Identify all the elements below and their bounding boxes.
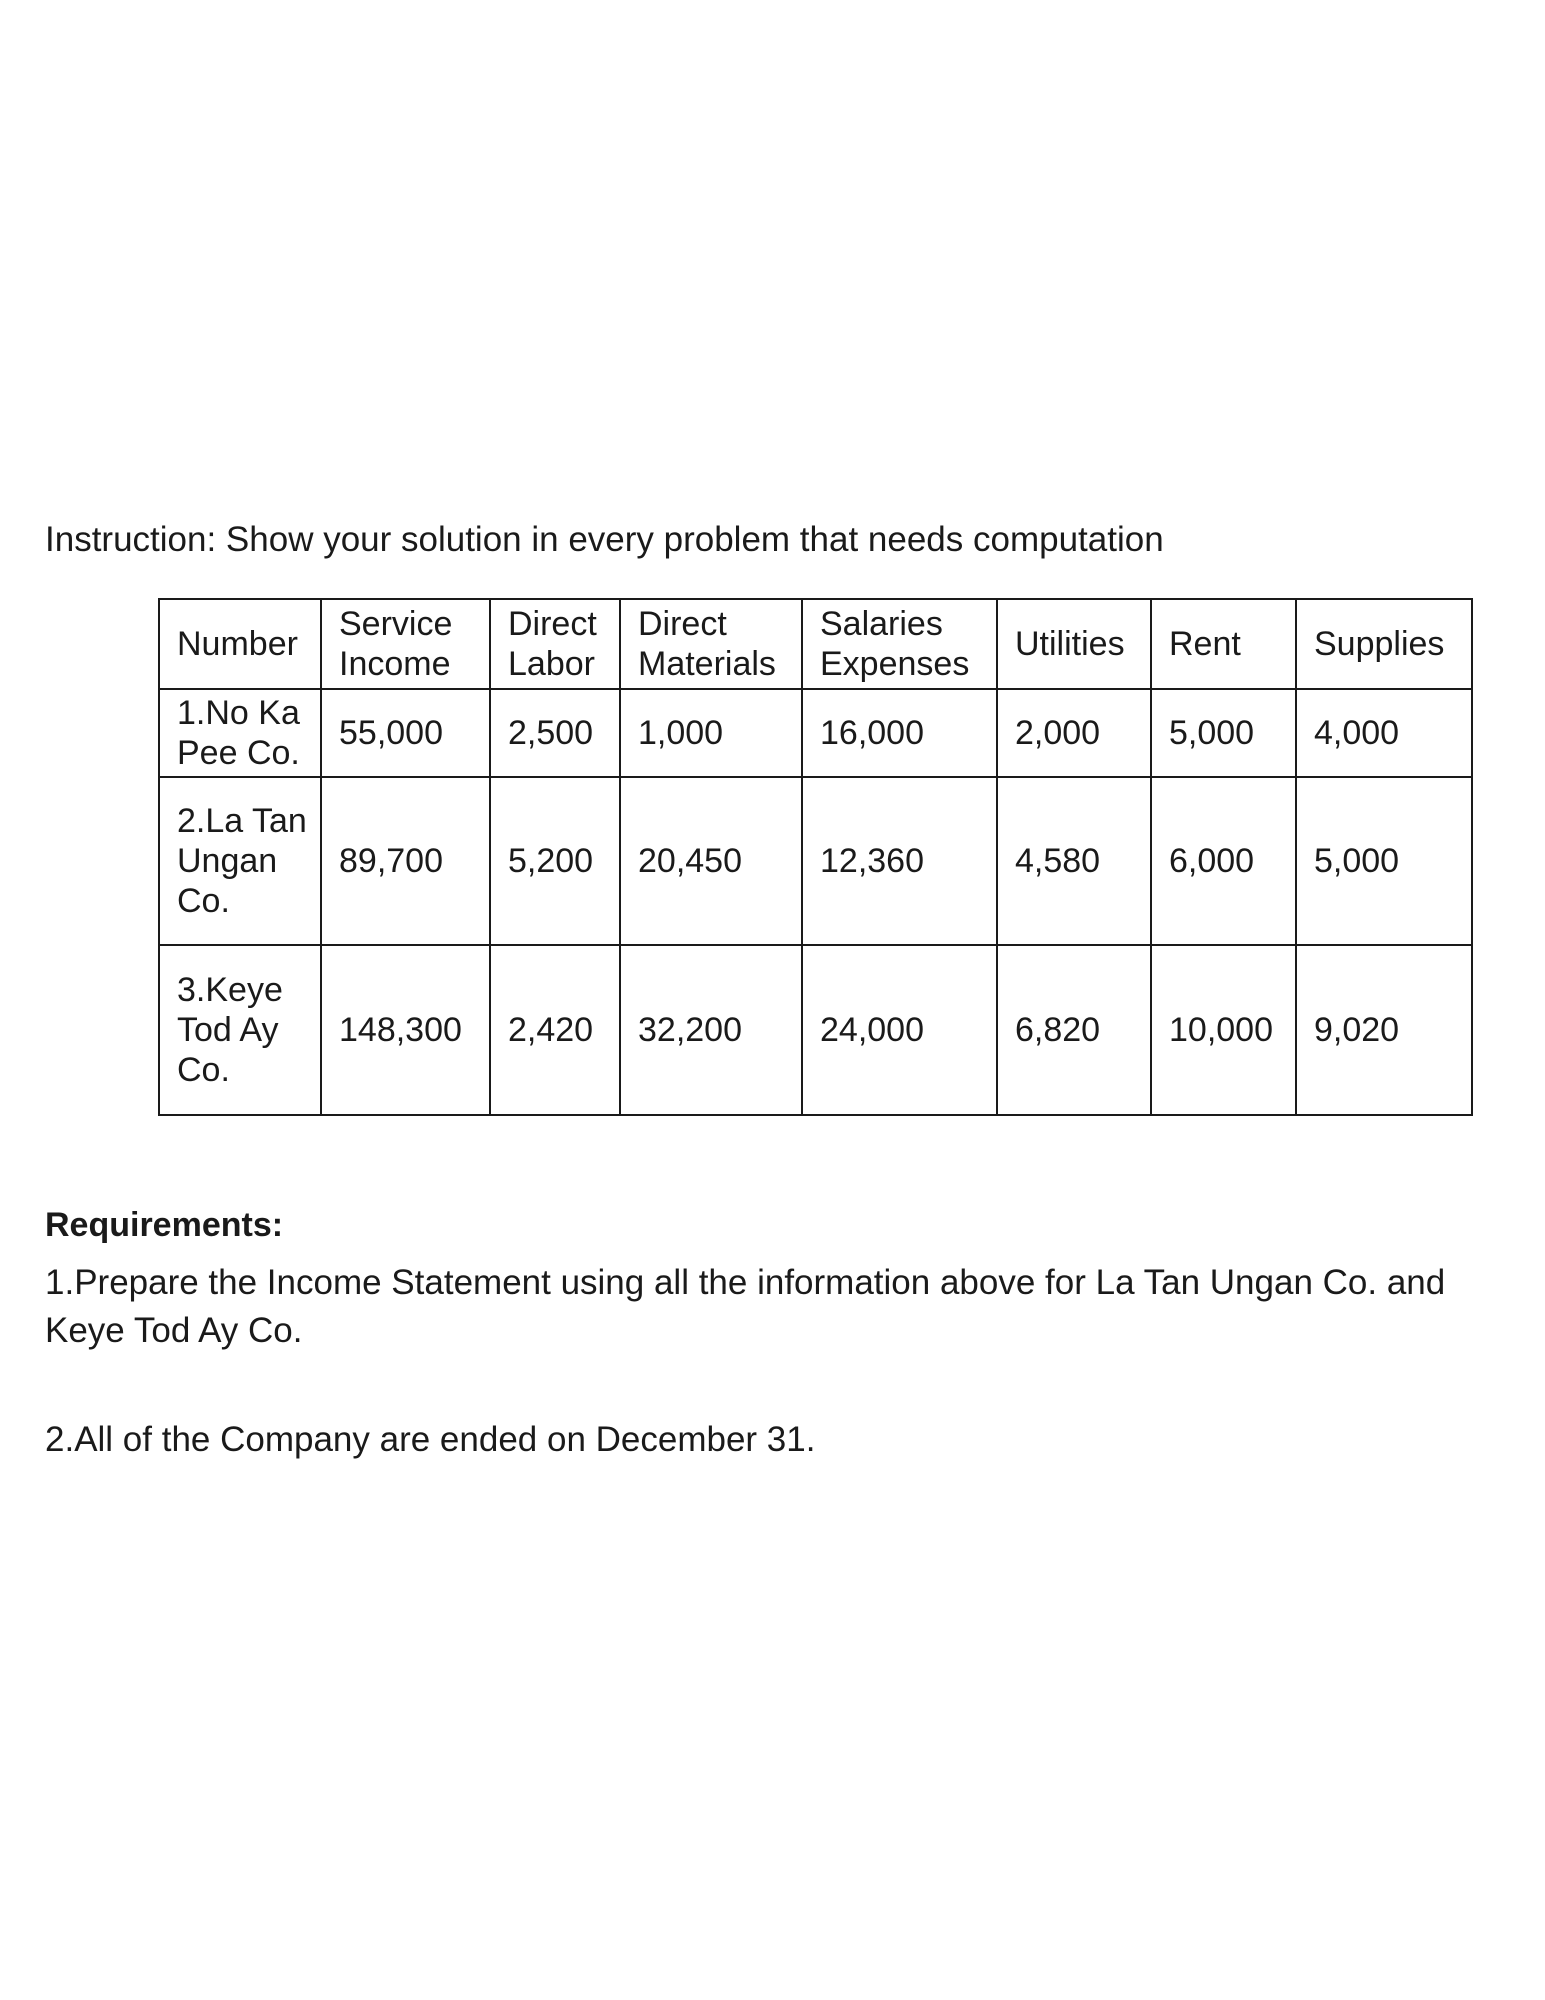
cell-direct-labor: 2,420	[490, 945, 620, 1115]
header-service-income: Service Income	[321, 599, 490, 689]
requirement-item-1: 1.Prepare the Income Statement using all the information above for La Tan Ungan Co. and Keye Tod Ay Co.	[45, 1263, 1446, 1350]
cell-direct-labor: 5,200	[490, 777, 620, 945]
cell-company-name: 2.La Tan Ungan Co.	[159, 777, 321, 945]
cell-salaries-expenses: 16,000	[802, 689, 997, 777]
requirements-heading: Requirements:	[45, 1206, 284, 1244]
header-supplies: Supplies	[1296, 599, 1472, 689]
cell-supplies: 4,000	[1296, 689, 1472, 777]
cell-service-income: 148,300	[321, 945, 490, 1115]
cell-service-income: 55,000	[321, 689, 490, 777]
cell-direct-materials: 20,450	[620, 777, 802, 945]
header-salaries-expenses: Salaries Expenses	[802, 599, 997, 689]
table-row	[159, 945, 1472, 1115]
cell-utilities: 2,000	[997, 689, 1151, 777]
cell-salaries-expenses: 24,000	[802, 945, 997, 1115]
cell-salaries-expenses: 12,360	[802, 777, 997, 945]
header-utilities: Utilities	[997, 599, 1151, 689]
cell-company-name: 3.Keye Tod Ay Co.	[159, 945, 321, 1115]
table-row	[159, 777, 1472, 945]
table-header-row	[159, 599, 1472, 689]
cell-company-name: 1.No Ka Pee Co.	[159, 689, 321, 777]
cell-supplies: 9,020	[1296, 945, 1472, 1115]
cell-supplies: 5,000	[1296, 777, 1472, 945]
table-row	[159, 689, 1472, 777]
cell-rent: 5,000	[1151, 689, 1296, 777]
header-number: Number	[159, 599, 321, 689]
cell-service-income: 89,700	[321, 777, 490, 945]
cell-rent: 10,000	[1151, 945, 1296, 1115]
instruction-text: Instruction: Show your solution in every problem that needs computation	[45, 520, 1164, 559]
cell-direct-labor: 2,500	[490, 689, 620, 777]
cell-rent: 6,000	[1151, 777, 1296, 945]
cell-utilities: 6,820	[997, 945, 1151, 1115]
company-data-table	[158, 598, 1473, 1116]
header-direct-labor: Direct Labor	[490, 599, 620, 689]
header-rent: Rent	[1151, 599, 1296, 689]
cell-direct-materials: 1,000	[620, 689, 802, 777]
cell-direct-materials: 32,200	[620, 945, 802, 1115]
header-direct-materials: Direct Materials	[620, 599, 802, 689]
cell-utilities: 4,580	[997, 777, 1151, 945]
requirement-item-2: 2.All of the Company are ended on December 31.	[45, 1420, 816, 1459]
